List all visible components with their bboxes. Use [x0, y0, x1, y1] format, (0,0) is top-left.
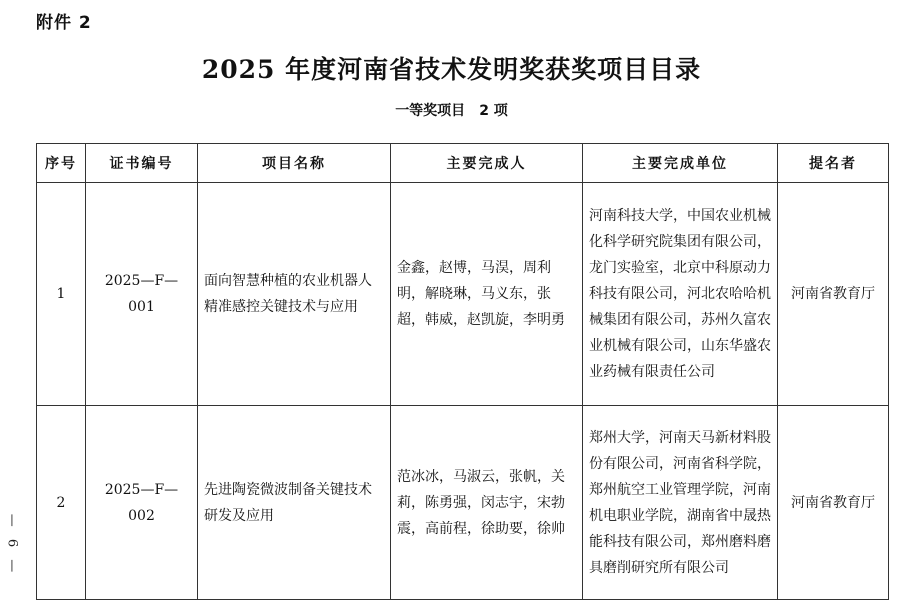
cell-serial: 1 [37, 183, 86, 406]
header-main-units: 主要完成单位 [583, 144, 778, 183]
header-nominator: 提名者 [778, 144, 889, 183]
cell-nominator: 河南省教育厅 [778, 183, 889, 406]
cell-serial: 2 [37, 406, 86, 600]
header-main-contributors: 主要完成人 [391, 144, 583, 183]
award-grade: 一等奖项目 [395, 103, 466, 119]
award-table [36, 143, 889, 600]
section-subtitle [0, 100, 903, 120]
cell-units: 郑州大学，河南天马新材料股份有限公司，河南省科学院，郑州航空工业管理学院，河南机电职业学院，湖南省中晟热能科技有限公司，郑州磨料磨具磨削研究所有限公司 [583, 406, 778, 600]
header-project-name: 项目名称 [198, 144, 391, 183]
header-serial: 序号 [37, 144, 86, 183]
attachment-label: 附件 2 [36, 13, 92, 33]
cell-cert-no: 2025—F—002 [86, 406, 198, 600]
table-row [37, 183, 889, 406]
table-header-row [37, 144, 889, 183]
cell-units: 河南科技大学，中国农业机械化科学研究院集团有限公司，龙门实验室，北京中科原动力科技有限公司，河北农哈哈机械集团有限公司，苏州久富农业机械有限公司，山东华盛农业药械有限责任公司 [583, 183, 778, 406]
cell-nominator: 河南省教育厅 [778, 406, 889, 600]
cell-project-name: 先进陶瓷微波制备关键技术研发及应用 [198, 406, 391, 600]
cell-cert-no: 2025—F—001 [86, 183, 198, 406]
header-cert-no: 证书编号 [86, 144, 198, 183]
page-number-text: — 6 — [4, 513, 20, 577]
cell-contributors: 金鑫，赵博，马淏，周利明，解晓琳，马义东，张超，韩威，赵凯旋，李明勇 [391, 183, 583, 406]
table-row [37, 406, 889, 600]
award-count: 2 项 [479, 103, 508, 119]
cell-project-name: 面向智慧种植的农业机器人精准感控关键技术与应用 [198, 183, 391, 406]
page-title: 2025 年度河南省技术发明奖获奖项目目录 [201, 55, 702, 84]
cell-contributors: 范冰冰，马淑云，张帆，关莉，陈勇强，闵志宇，宋勃震，高前程，徐助要，徐帅 [391, 406, 583, 600]
page-number [2, 500, 22, 590]
